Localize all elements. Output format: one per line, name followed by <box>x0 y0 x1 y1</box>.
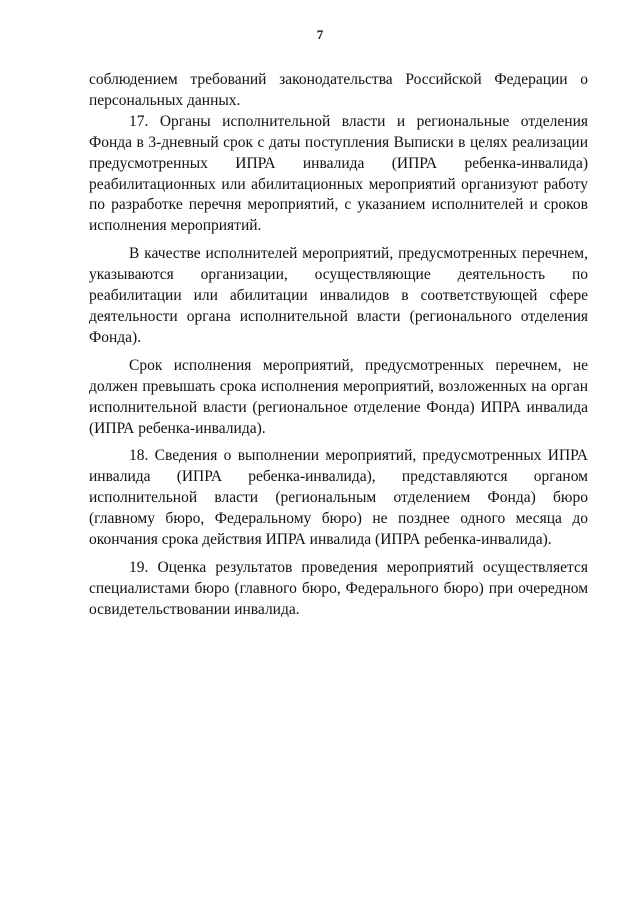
paragraph-executors: В качестве исполнителей мероприятий, предусмотренных перечнем, указываются организации, осуществляющие деятельность по реабилитации или абилитации инвалидов в соответствующей сфере деятельности органа исполнительной власти (регионального отделения Фонда). <box>89 245 588 346</box>
paragraph-spacer <box>89 551 588 558</box>
paragraph-spacer <box>89 349 588 356</box>
paragraph-continuation: соблюдением требований законодательства Российской Федерации о персональных данных. <box>89 71 588 109</box>
paragraph-deadline: Срок исполнения мероприятий, предусмотренных перечнем, не должен превышать срока исполнения мероприятий, возложенных на орган исполнительной власти (региональное отделение Фонда) ИПРА инвалида (ИПРА ребенка-инвалида). <box>89 356 588 437</box>
paragraph-item-19: 19. Оценка результатов проведения мероприятий осуществляется специалистами бюро (главного бюро, Федерального бюро) при очередном освидетельствовании инвалида. <box>89 558 588 618</box>
paragraph-item-17: 17. Органы исполнительной власти и региональные отделения Фонда в 3-дневный срок с даты поступления Выписки в целях реализации предусмотренных ИПРА инвалида (ИПРА ребенка-инвалида) реабилитационных или абилитационных мероприятий организуют работу по разработке перечня мероприятий, с указанием исполнителей и сроков исполнения мероприятий. <box>89 112 588 235</box>
paragraph-spacer <box>89 237 588 244</box>
page-number: 7 <box>316 27 324 42</box>
paragraph-item-18: 18. Сведения о выполнении мероприятий, предусмотренных ИПРА инвалида (ИПРА ребенка-инвалида), представляются органом исполнительной власти (региональным отделением Фонда) бюро (главному бюро, Федеральному бюро) не позднее одного месяца до окончания срока действия ИПРА инвалида (ИПРА ребенка-инвалида). <box>89 447 588 549</box>
paragraph-spacer <box>89 439 588 446</box>
document-body <box>89 70 588 621</box>
